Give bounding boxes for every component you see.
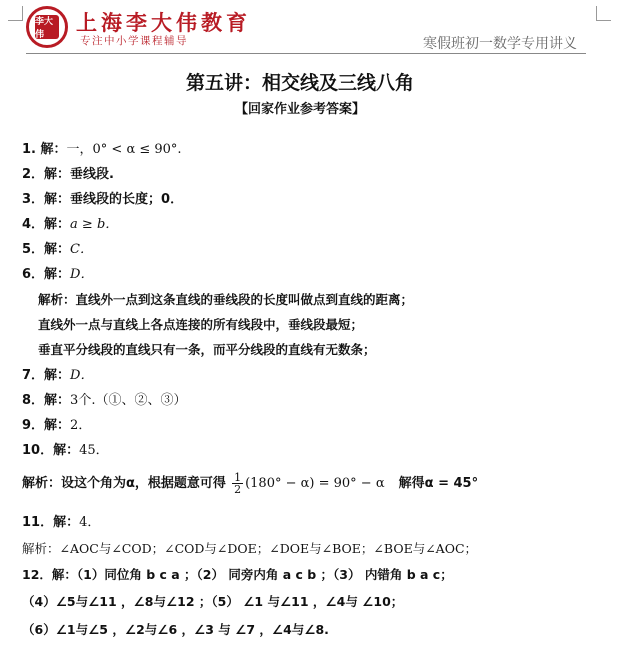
answer-label: 3．解： <box>22 192 71 207</box>
answer-label: 1. 解： <box>22 142 67 157</box>
answer-text: 垂线段. <box>70 167 114 182</box>
answer-text: D． <box>70 267 94 282</box>
course-name: 寒假班初一数学专用讲义 <box>423 36 577 52</box>
answer-7 <box>22 367 93 385</box>
solution-text: 解得α = 45° <box>398 476 479 491</box>
answer-label: 2．解： <box>22 167 71 182</box>
analysis-6-c: 垂直平分线段的直线只有一条，而平分线段的直线有无数条； <box>38 342 376 357</box>
analysis-11: 解析：∠AOC与∠COD；∠COD与∠DOE；∠DOE与∠BOE；∠BOE与∠AOC； <box>22 541 478 556</box>
answer-text: C． <box>70 242 93 257</box>
answer-text: 垂线段的长度；0． <box>70 192 184 207</box>
page-subtitle: 【回家作业参考答案】 <box>234 102 365 117</box>
answer-label: 11．解： <box>22 515 80 530</box>
answer-label: 10．解： <box>22 443 80 458</box>
fraction <box>232 472 243 495</box>
answer-10 <box>22 442 109 460</box>
answer-label: 4．解： <box>22 217 71 232</box>
answer-12 <box>22 566 453 584</box>
answer-label: 5．解： <box>22 242 71 257</box>
answer-label: 12．解： <box>22 567 77 582</box>
answer-text: D． <box>70 368 94 383</box>
answer-8 <box>22 392 186 410</box>
answer-text: 45． <box>79 443 109 458</box>
brand-logo <box>26 6 68 48</box>
answer-label: 8．解： <box>22 393 71 408</box>
answer-text: 3个.（①、②、③） <box>70 393 187 408</box>
answer-label: 7．解： <box>22 368 71 383</box>
header-divider <box>26 53 586 54</box>
analysis-10 <box>22 472 478 495</box>
answer-12-b: （4）∠5与∠11 ，∠8与∠12 ；（5） ∠1 与∠11 ，∠4与 ∠10； <box>22 594 404 609</box>
answer-12-c: （6）∠1与∠5 ，∠2与∠6 ，∠3 与 ∠7 ，∠4与∠8. <box>22 622 329 637</box>
fraction-denominator: 2 <box>234 483 242 496</box>
fraction-numerator: 1 <box>234 471 242 484</box>
answer-label: 6．解： <box>22 267 71 282</box>
brand-name: 上海李大伟教育 <box>76 10 251 35</box>
analysis-6-a: 解析：直线外一点到这条直线的垂线段的长度叫做点到直线的距离； <box>38 292 414 307</box>
answer-1 <box>22 141 182 159</box>
answer-text: 一，0° < α ≤ 90°. <box>66 142 182 157</box>
answer-text: 2． <box>70 418 92 433</box>
analysis-text: 解析：设这个角为α，根据题意可得 <box>22 476 226 491</box>
page-title: 第五讲：相交线及三线八角 <box>185 72 414 94</box>
brand-slogan: 专注中小学课程辅导 <box>80 35 188 47</box>
answer-11 <box>22 514 100 532</box>
answer-text: 4． <box>79 515 101 530</box>
answer-text: （1）同位角 b c a ；（2） 同旁内角 a c b ；（3） 内错角 b a c； <box>76 567 453 582</box>
answer-text: a ≥ b． <box>70 217 119 232</box>
answer-2 <box>22 166 114 184</box>
answer-label: 9．解： <box>22 418 71 433</box>
answer-9 <box>22 417 91 435</box>
answer-4 <box>22 216 118 234</box>
answer-6 <box>22 266 93 284</box>
logo-text: 李大伟 <box>35 15 59 39</box>
answer-5 <box>22 241 93 259</box>
page-header <box>0 0 623 54</box>
answer-3 <box>22 191 183 209</box>
analysis-6-b: 直线外一点与直线上各点连接的所有线段中，垂线段最短； <box>38 317 364 332</box>
equation: (180° − α) = 90° − α <box>245 476 385 491</box>
